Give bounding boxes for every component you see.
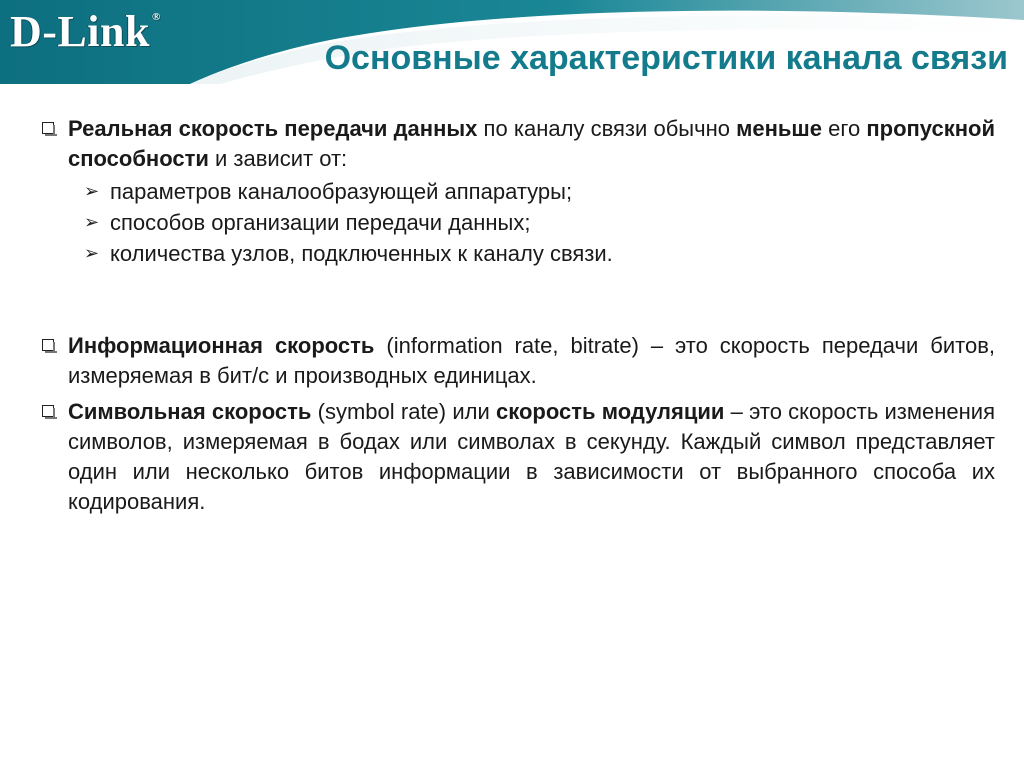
sub-item: ➢ параметров каналообразующей аппаратуры;	[82, 176, 995, 207]
logo-text: D-Link	[10, 7, 150, 56]
checkbox-bullet-icon	[42, 405, 54, 417]
registered-mark: ®	[151, 11, 161, 23]
slide-content	[40, 114, 995, 517]
sub-list	[68, 176, 995, 269]
bullet-information-rate: Информационная скорость (information rate, bitrate) – это скорость передачи битов, измеряемая в бит/с и производных единицах.	[40, 331, 995, 391]
checkbox-bullet-icon	[42, 122, 54, 134]
bullet-symbol-rate: Символьная скорость (symbol rate) или скорость модуляции – это скорость изменения символов, измеряемая в бодах или символах в секунду. Каждый символ представляет один или несколько битов информации в зависимости от выбранного способа их кодирования.	[40, 397, 995, 517]
bullet-real-speed: Реальная скорость передачи данных по каналу связи обычно меньше его пропускной способности и зависит от: ➢ параметров каналообразующей аппаратуры; ➢ способов организации передачи данных; ➢ количества узлов, подключенных к каналу связи.	[40, 114, 995, 269]
arrow-bullet-icon: ➢	[84, 181, 100, 201]
sub-item: ➢ количества узлов, подключенных к каналу связи.	[82, 238, 995, 269]
checkbox-bullet-icon	[42, 339, 54, 351]
d-link-logo	[10, 7, 161, 56]
arrow-bullet-icon: ➢	[84, 243, 100, 263]
sub-item: ➢ способов организации передачи данных;	[82, 207, 995, 238]
slide-title: Основные характеристики канала связи	[324, 39, 1008, 77]
arrow-bullet-icon: ➢	[84, 212, 100, 232]
